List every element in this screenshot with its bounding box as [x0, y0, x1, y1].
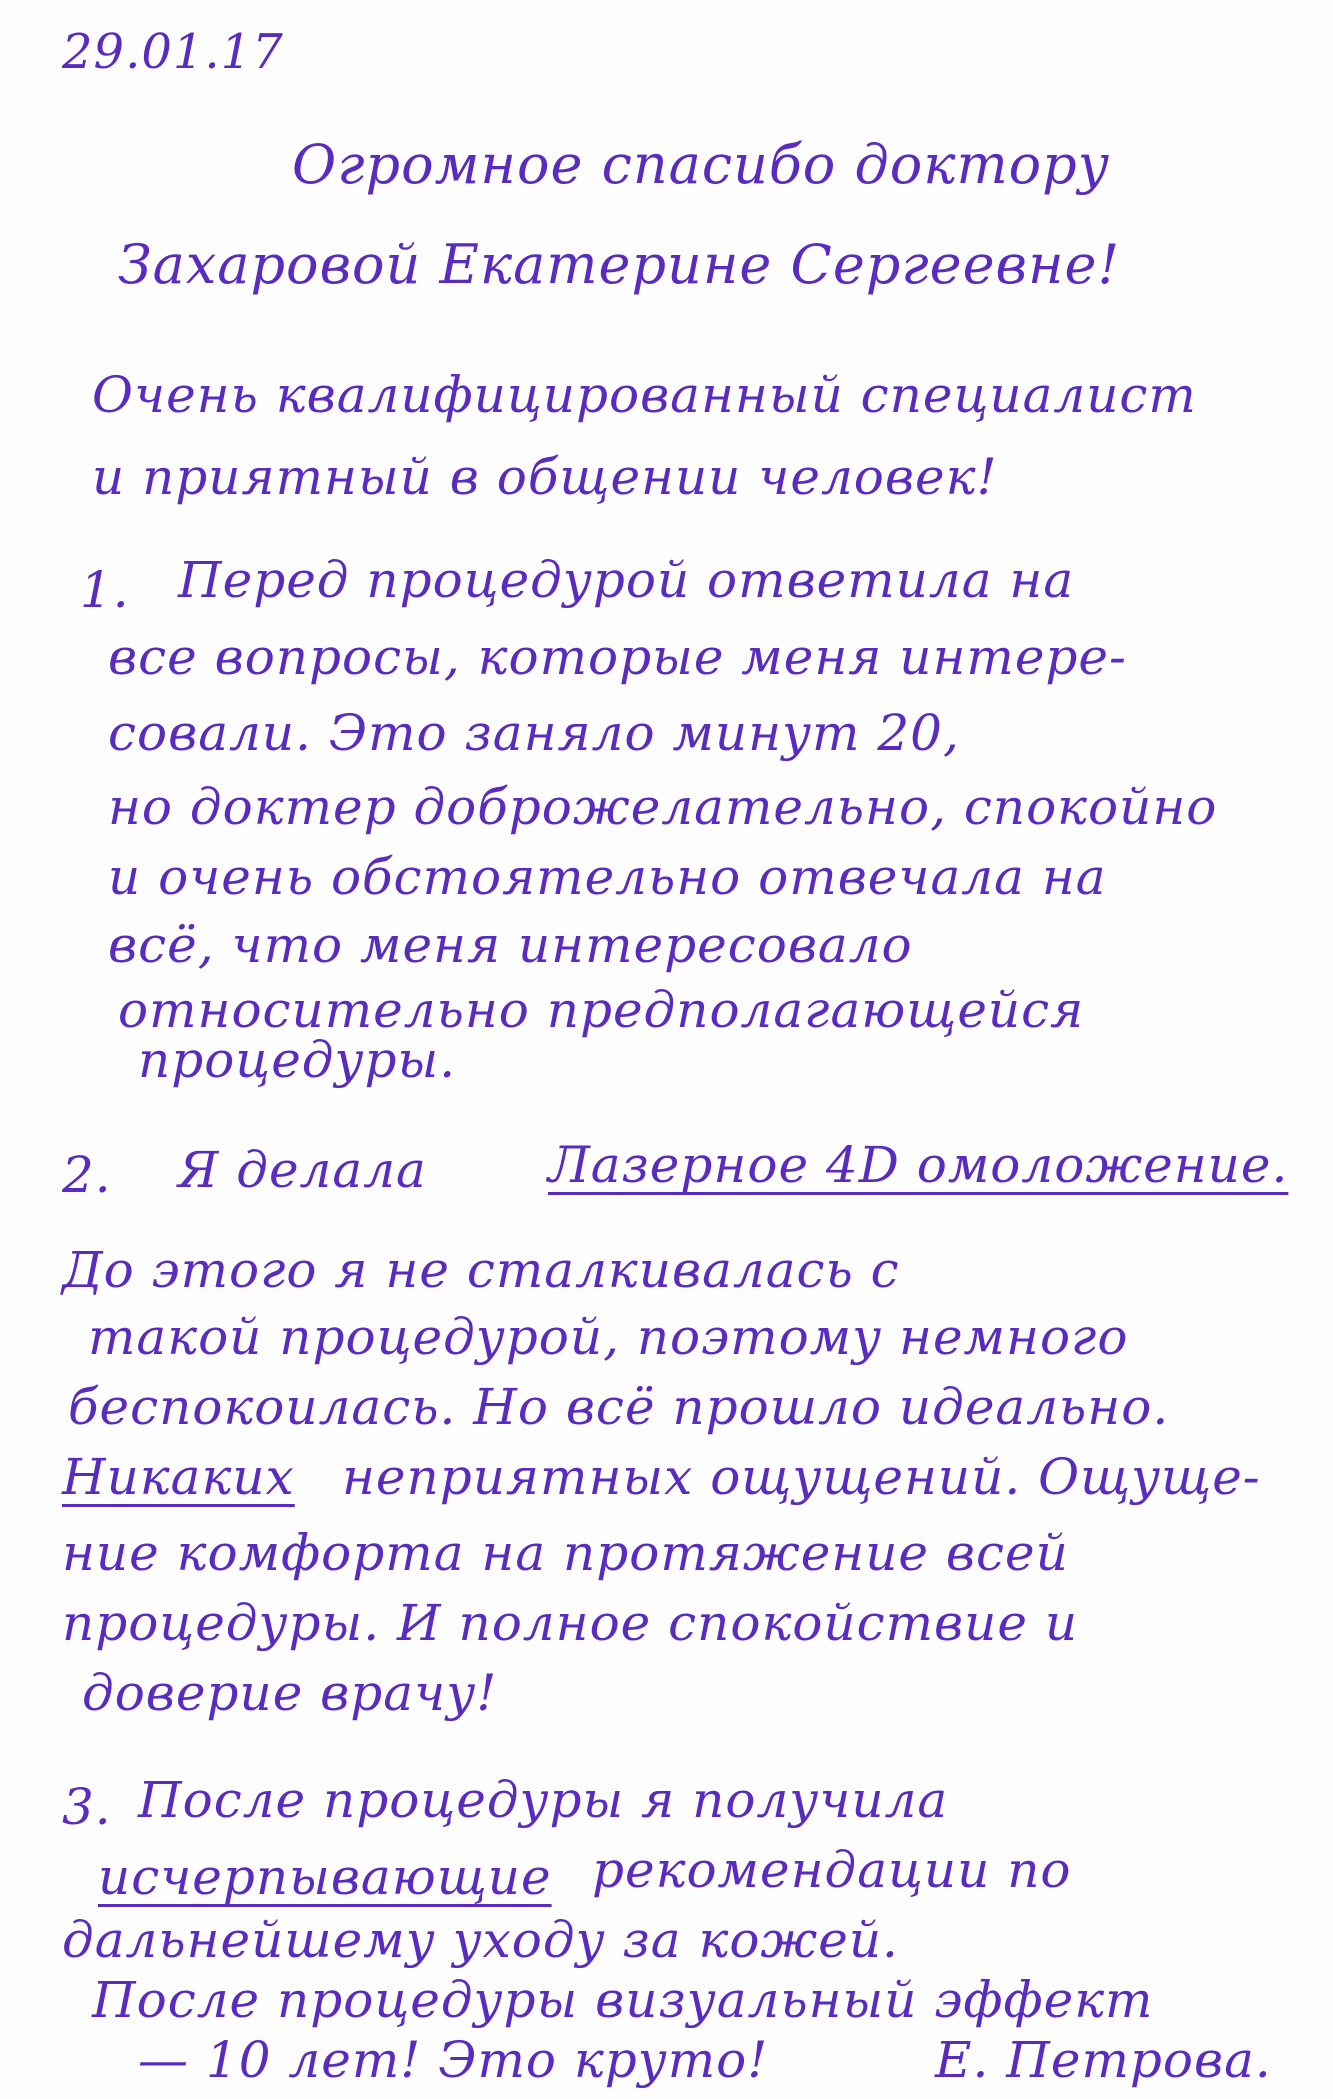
item-1-line: совали. Это заняло минут 20,	[108, 704, 960, 762]
item-2-number: 2.	[62, 1146, 112, 1204]
letter-title-line-1: Огромное спасибо доктору	[292, 133, 1111, 196]
item-2-lead: Я делала	[178, 1141, 427, 1199]
item-3-number: 3.	[62, 1778, 112, 1836]
item-1-line: всё, что меня интересовало	[108, 916, 913, 974]
item-2-line: беспокоилась. Но всё прошло идеально.	[68, 1378, 1170, 1436]
item-1-line: относительно предполагающейся	[118, 981, 1085, 1039]
intro-line-2: и приятный в общении человек!	[92, 448, 998, 506]
item-2-line: процедуры. И полное спокойствие и	[62, 1594, 1079, 1652]
item-1-line: но доктер доброжелательно, спокойно	[108, 778, 1218, 836]
item-2-line: ние комфорта на протяжение всей	[62, 1524, 1069, 1582]
item-2-line: До этого я не сталкивалась с	[62, 1241, 900, 1299]
exhaustive-word: исчерпывающие	[98, 1848, 552, 1906]
item-2-line: такой процедурой, поэтому немного	[88, 1308, 1129, 1366]
intro-line-1: Очень квалифицированный специалист	[92, 366, 1197, 424]
no-unpleasant-word: Никаких	[62, 1448, 295, 1506]
item-1-line: все вопросы, которые меня интере-	[108, 628, 1127, 686]
signature: Е. Петрова.	[935, 2031, 1272, 2089]
item-1-line: Перед процедурой ответила на	[178, 551, 1075, 609]
item-1-line: процедуры.	[138, 1031, 457, 1089]
letter-title-line-2: Захаровой Екатерине Сергеевне!	[118, 233, 1121, 296]
item-3-line: рекомендации по	[592, 1841, 1072, 1899]
item-3-line: — 10 лет! Это круто!	[138, 2031, 769, 2089]
procedure-name: Лазерное 4D омоложение.	[548, 1136, 1289, 1194]
item-3-line: дальнейшему уходу за кожей.	[62, 1911, 899, 1969]
item-2-line: доверие врачу!	[82, 1664, 498, 1722]
item-1-number: 1.	[80, 561, 130, 619]
item-2-line: неприятных ощущений. Ощуще-	[342, 1448, 1261, 1506]
item-3-line: После процедуры визуальный эффект	[92, 1971, 1154, 2029]
item-3-line: После процедуры я получила	[138, 1771, 949, 1829]
item-1-line: и очень обстоятельно отвечала на	[108, 848, 1107, 906]
letter-date: 29.01.17	[62, 24, 284, 80]
